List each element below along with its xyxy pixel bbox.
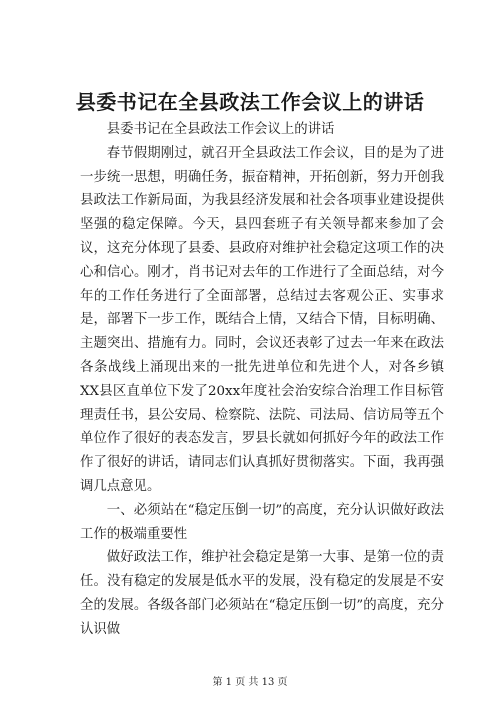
document-body	[80, 118, 444, 642]
body-paragraph: 做好政法工作，维护社会稳定是第一大事、是第一位的责任。没有稳定的发展是低水平的发展，没有稳定的发展是不安全的发展。各级各部门必须站在“稳定压倒一切”的高度，充分认识做	[80, 550, 444, 637]
document-title: 县委书记在全县政法工作会议上的讲话	[75, 90, 425, 114]
document-subtitle: 县委书记在全县政法工作会议上的讲话	[106, 122, 335, 137]
page-number-footer: 第 1 页 共 13 页	[212, 677, 288, 688]
body-paragraph: 春节假期刚过，就召开全县政法工作会议，目的是为了进一步统一思想，明确任务，振奋精神，开拓创新，努力开创我县政法工作新局面，为我县经济发展和社会各项事业建设提供坚强的稳定保障。今天，县四套班子有关领导都来参加了会议，这充分体现了县委、县政府对维护社会稳定这项工作的决心和信心。刚才，肖书记对去年的工作进行了全面总结，对今年的工作任务进行了全面部署，总结过去客观公正、实事求是，部署下一步工作，既结合上情，又结合下情，目标明确、主题突出、措施有力。同时，会议还表彰了过去一年来在政法各条战线上涌现出来的一批先进单位和先进个人，对各乡镇XX县区直单位下发了20xx年度社会治安综合治理工作目标管理责任书，县公安局、检察院、法院、司法局、信访局等五个单位作了很好的表态发言，罗县长就如何抓好今年的政法工作作了很好的讲话，请同志们认真抓好贯彻落实。下面，我再强调几点意见。	[80, 145, 444, 494]
section-heading: 一、必须站在“稳定压倒一切”的高度，充分认识做好政法工作的极端重要性	[80, 502, 444, 542]
